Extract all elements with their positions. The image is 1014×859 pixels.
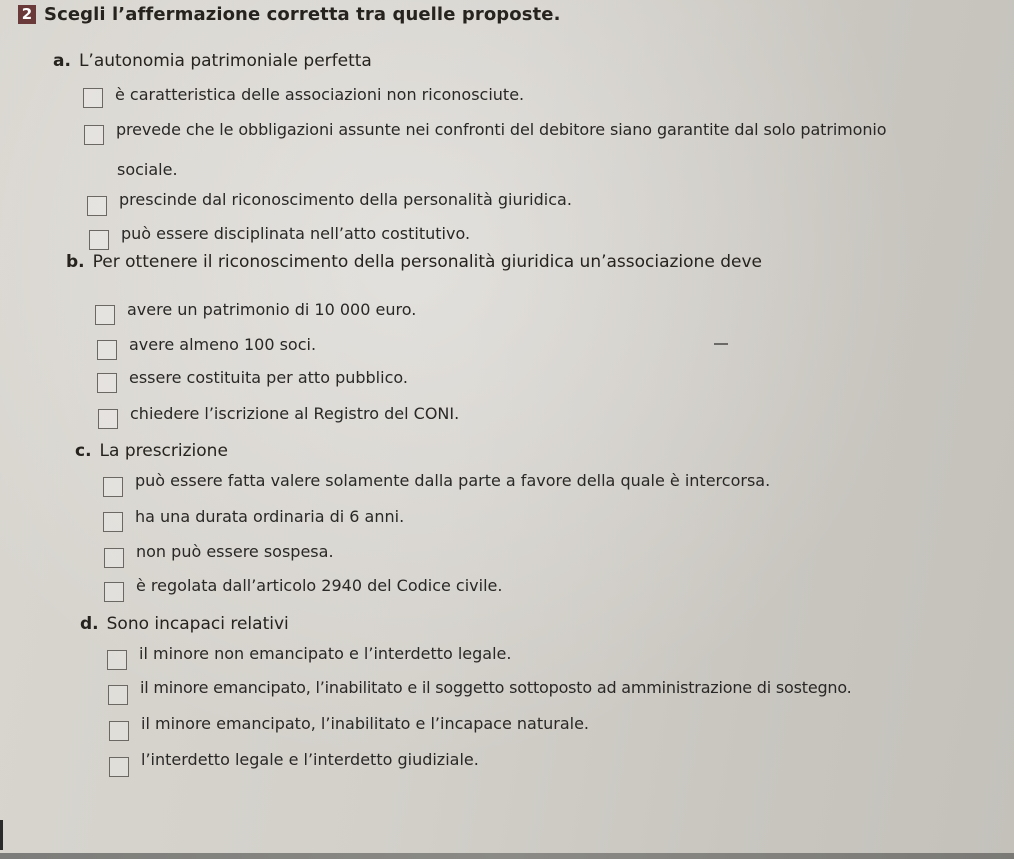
checkbox[interactable]: [95, 305, 115, 325]
option-text: è caratteristica delle associazioni non riconosciute.: [115, 85, 525, 104]
checkbox[interactable]: [104, 548, 124, 568]
checkbox[interactable]: [97, 340, 117, 360]
option-text: non può essere sospesa.: [136, 542, 334, 561]
option-text: avere almeno 100 soci.: [129, 335, 317, 354]
option-text: è regolata dall’articolo 2940 del Codice civile.: [136, 576, 503, 595]
checkbox[interactable]: [103, 512, 123, 532]
page-bottom-edge: [0, 853, 1014, 859]
pencil-mark: [714, 343, 728, 345]
checkbox[interactable]: [84, 125, 104, 145]
option-text: può essere disciplinata nell’atto costitutivo.: [121, 224, 471, 243]
option-text: chiedere l’iscrizione al Registro del CONI.: [130, 404, 460, 423]
checkbox[interactable]: [83, 88, 103, 108]
option-text: essere costituita per atto pubblico.: [129, 368, 408, 387]
checkbox[interactable]: [107, 650, 127, 670]
checkbox[interactable]: [103, 477, 123, 497]
option-text: prescinde dal riconoscimento della personalità giuridica.: [119, 190, 572, 209]
checkbox[interactable]: [89, 230, 109, 250]
option-text: il minore non emancipato e l’interdetto legale.: [139, 644, 512, 663]
option-text: avere un patrimonio di 10 000 euro.: [127, 300, 417, 319]
question-b-stem: b. Per ottenere il riconoscimento della personalità giuridica un’associazione deve: [66, 252, 762, 272]
option-text: il minore emancipato, l’inabilitato e il soggetto sottoposto ad amministrazione di sostegno.: [140, 678, 852, 697]
option-text: prevede che le obbligazioni assunte nei confronti del debitore siano garantite dal solo patrimonio: [116, 120, 887, 139]
question-c-stem: c. La prescrizione: [75, 441, 228, 461]
exercise-number-badge: 2: [18, 5, 36, 24]
checkbox[interactable]: [108, 685, 128, 705]
option-text: l’interdetto legale e l’interdetto giudiziale.: [141, 750, 479, 769]
exercise-header: [18, 4, 561, 25]
page-edge-mark: [0, 820, 3, 850]
exercise-instruction: Scegli l’affermazione corretta tra quelle proposte.: [44, 4, 561, 25]
checkbox[interactable]: [109, 721, 129, 741]
checkbox[interactable]: [109, 757, 129, 777]
question-a-stem: a. L’autonomia patrimoniale perfetta: [53, 51, 372, 71]
checkbox[interactable]: [87, 196, 107, 216]
option-text: ha una durata ordinaria di 6 anni.: [135, 507, 405, 526]
checkbox[interactable]: [104, 582, 124, 602]
question-a-option-2-continuation: sociale.: [117, 160, 178, 179]
question-d-stem: d. Sono incapaci relativi: [80, 614, 289, 634]
option-text: il minore emancipato, l’inabilitato e l’incapace naturale.: [141, 714, 589, 733]
checkbox[interactable]: [97, 373, 117, 393]
option-text: può essere fatta valere solamente dalla parte a favore della quale è intercorsa.: [135, 471, 771, 490]
checkbox[interactable]: [98, 409, 118, 429]
